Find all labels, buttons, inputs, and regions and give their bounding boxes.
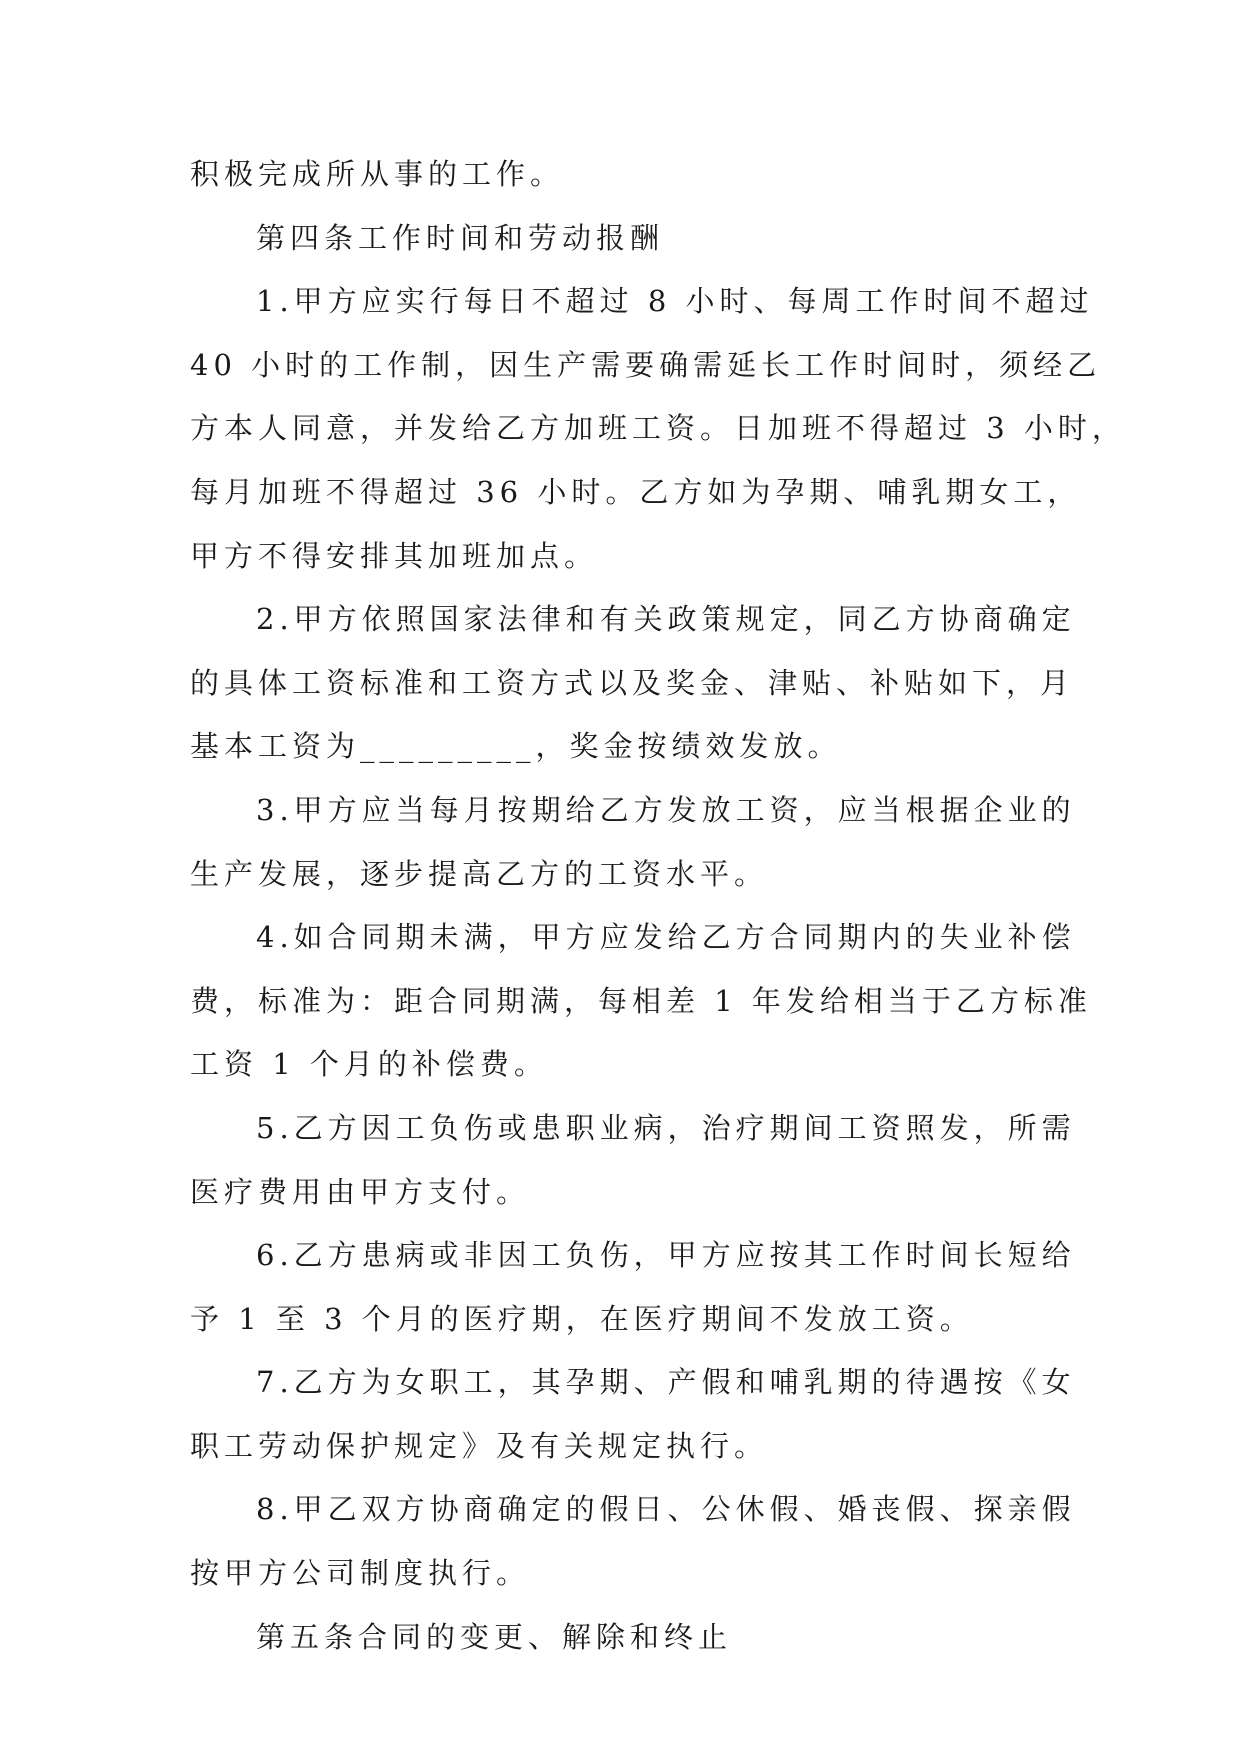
- document-body: [190, 154, 1126, 1680]
- text-line: 5.乙方因工负伤或患职业病，治疗期间工资照发，所需: [256, 1110, 1076, 1145]
- text-line: 2.甲方依照国家法律和有关政策规定，同乙方协商确定: [256, 602, 1076, 637]
- text-line: 按甲方公司制度执行。: [190, 1556, 531, 1591]
- text-line: 40 小时的工作制，因生产需要确需延长工作时间时，须经乙: [190, 347, 1102, 382]
- text-line: 7.乙方为女职工，其孕期、产假和哺乳期的待遇按《女: [256, 1365, 1076, 1400]
- section-heading: 第四条工作时间和劳动报酬: [256, 220, 665, 255]
- text-line: 职工劳动保护规定》及有关规定执行。: [190, 1428, 769, 1463]
- text-line: 工资 1 个月的补偿费。: [190, 1047, 548, 1082]
- text-line: 每月加班不得超过 36 小时。乙方如为孕期、哺乳期女工，: [190, 474, 1082, 509]
- text-line: 生产发展，逐步提高乙方的工资水平。: [190, 856, 769, 891]
- section-heading: 第五条合同的变更、解除和终止: [256, 1619, 733, 1654]
- text-line: 6.乙方患病或非因工负伤，甲方应按其工作时间长短给: [256, 1238, 1076, 1273]
- text-line: 医疗费用由甲方支付。: [190, 1174, 531, 1209]
- text-line: 甲方不得安排其加班加点。: [190, 538, 599, 573]
- text-line: 方本人同意，并发给乙方加班工资。日加班不得超过 3 小时，: [190, 411, 1126, 446]
- text-line: 8.甲乙双方协商确定的假日、公休假、婚丧假、探亲假: [256, 1492, 1076, 1527]
- text-line: 基本工资为_________，奖金按绩效发放。: [190, 729, 842, 764]
- text-line: 1.甲方应实行每日不超过 8 小时、每周工作时间不超过: [256, 284, 1094, 319]
- text-line: 的具体工资标准和工资方式以及奖金、津贴、补贴如下，月: [190, 665, 1075, 700]
- text-line: 4.如合同期未满，甲方应发给乙方合同期内的失业补偿: [256, 920, 1076, 955]
- text-line: 予 1 至 3 个月的医疗期，在医疗期间不发放工资。: [190, 1301, 974, 1336]
- text-line: 积极完成所从事的工作。: [190, 157, 565, 191]
- text-line: 费，标准为：距合同期满，每相差 1 年发给相当于乙方标准: [190, 983, 1092, 1018]
- text-line: 3.甲方应当每月按期给乙方发放工资，应当根据企业的: [256, 792, 1076, 827]
